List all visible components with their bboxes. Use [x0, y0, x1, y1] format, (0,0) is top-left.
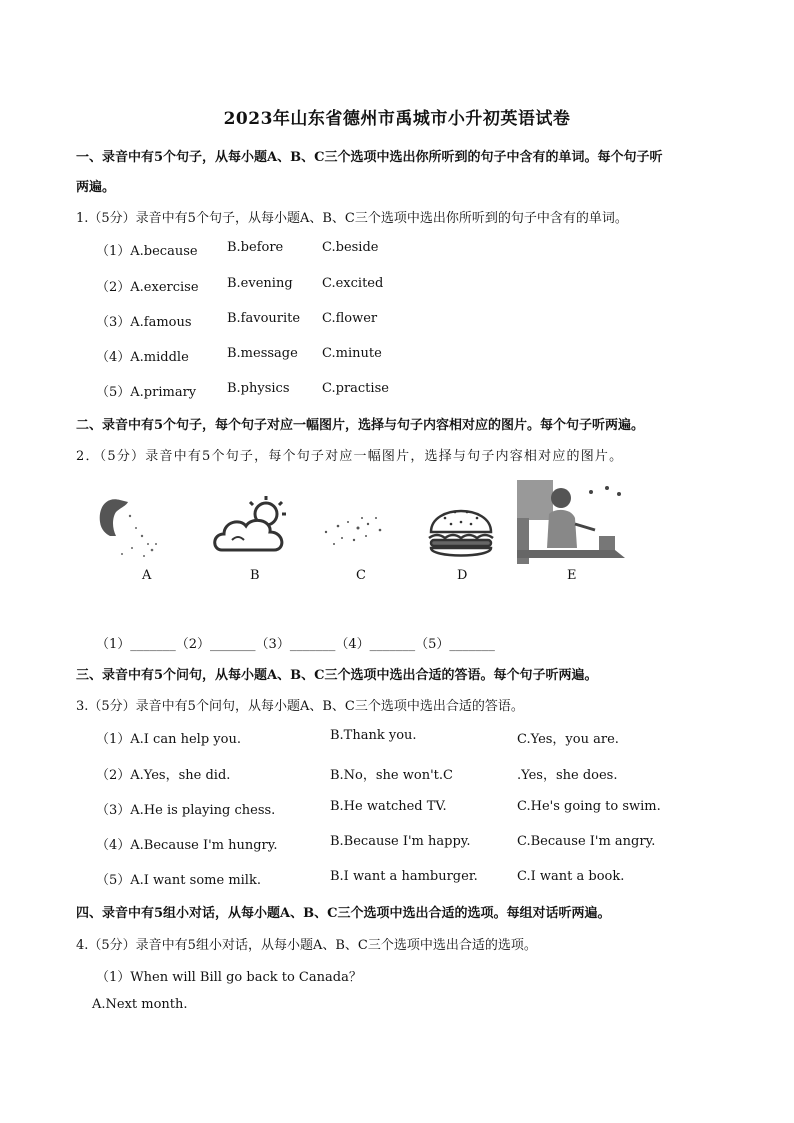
section-1-heading: 一、录音中有5个句子，从每小题A、B、C三个选项中选出你所听到的句子中含有的单词。每个句子听 — [76, 150, 663, 165]
picture-label-c: C — [356, 568, 366, 583]
q1-item-1-a: （1）A.because — [96, 244, 198, 259]
picture-label-a: A — [142, 568, 152, 583]
q3-item-1-c: C.Yes，you are. — [517, 732, 619, 747]
q1-item-5-c: C.practise — [322, 381, 389, 396]
picture-c-scattered-image — [318, 478, 388, 566]
question-2-answer-blanks: （1）_______（2）_______（3）_______（4）_______（5）_______ — [96, 637, 495, 652]
picture-a-person-image — [92, 478, 162, 566]
q1-item-1-c: C.beside — [322, 240, 379, 255]
section-3-heading: 三、录音中有5个问句，从每小题A、B、C三个选项中选出合适的答语。每个句子听两遍。 — [76, 668, 598, 683]
picture-label-b: B — [250, 568, 260, 583]
q3-item-4-c: C.Because I'm angry. — [517, 834, 656, 849]
q1-item-2-a: （2）A.exercise — [96, 280, 199, 295]
q1-item-5-b: B.physics — [227, 381, 290, 396]
question-3-stem: 3.（5分）录音中有5个问句，从每小题A、B、C三个选项中选出合适的答语。 — [76, 699, 524, 714]
q1-item-4-a: （4）A.middle — [96, 350, 189, 365]
q3-item-3-c: C.He's going to swim. — [517, 799, 661, 814]
q1-item-2-c: C.excited — [322, 276, 384, 291]
q4-sub-1-option-a: A.Next month. — [92, 997, 188, 1012]
q3-item-4-b: B.Because I'm happy. — [330, 834, 471, 849]
q3-item-1-b: B.Thank you. — [330, 728, 417, 743]
q1-item-4-c: C.minute — [322, 346, 382, 361]
question-2-stem: 2．（5分）录音中有5个句子，每个句子对应一幅图片，选择与句子内容相对应的图片。 — [76, 449, 624, 464]
q3-item-1-a: （1）A.I can help you. — [96, 732, 241, 747]
q3-item-5-c: C.I want a book. — [517, 869, 625, 884]
q3-item-3-b: B.He watched TV. — [330, 799, 447, 814]
picture-label-e: E — [567, 568, 577, 583]
picture-label-d: D — [457, 568, 468, 583]
q3-item-2-a: （2）A.Yes，she did. — [96, 768, 231, 783]
q3-item-5-b: B.I want a hamburger. — [330, 869, 478, 884]
q1-item-3-b: B.favourite — [227, 311, 301, 326]
question-4-stem: 4.（5分）录音中有5组小对话，从每小题A、B、C三个选项中选出合适的选项。 — [76, 938, 537, 953]
q1-item-2-b: B.evening — [227, 276, 293, 291]
picture-e-person-at-desk-image — [515, 478, 635, 568]
q1-item-4-b: B.message — [227, 346, 298, 361]
q3-item-5-a: （5）A.I want some milk. — [96, 873, 261, 888]
section-2-heading: 二、录音中有5个句子，每个句子对应一幅图片，选择与句子内容相对应的图片。每个句子听两遍。 — [76, 418, 645, 433]
section-4-heading: 四、录音中有5组小对话，从每小题A、B、C三个选项中选出合适的选项。每组对话听两遍。 — [76, 906, 611, 921]
picture-d-hamburger-image — [425, 478, 500, 566]
q4-sub-question-1: （1）When will Bill go back to Canada？ — [96, 970, 362, 985]
q1-item-3-c: C.flower — [322, 311, 378, 326]
q3-item-2-c: .Yes，she does. — [517, 768, 618, 783]
q3-item-2-b: B.No，she won't.C — [330, 768, 453, 783]
q1-item-5-a: （5）A.primary — [96, 385, 197, 400]
question-1-stem: 1.（5分）录音中有5个句子，从每小题A、B、C三个选项中选出你所听到的句子中含有的单词。 — [76, 211, 628, 226]
q1-item-3-a: （3）A.famous — [96, 315, 192, 330]
picture-b-cloudy-image — [210, 478, 300, 566]
q3-item-4-a: （4）A.Because I'm hungry. — [96, 838, 278, 853]
section-1-heading-cont: 两遍。 — [76, 180, 116, 195]
exam-title: 2023年山东省德州市禹城市小升初英语试卷 — [223, 109, 571, 129]
q3-item-3-a: （3）A.He is playing chess. — [96, 803, 276, 818]
q1-item-1-b: B.before — [227, 240, 284, 255]
